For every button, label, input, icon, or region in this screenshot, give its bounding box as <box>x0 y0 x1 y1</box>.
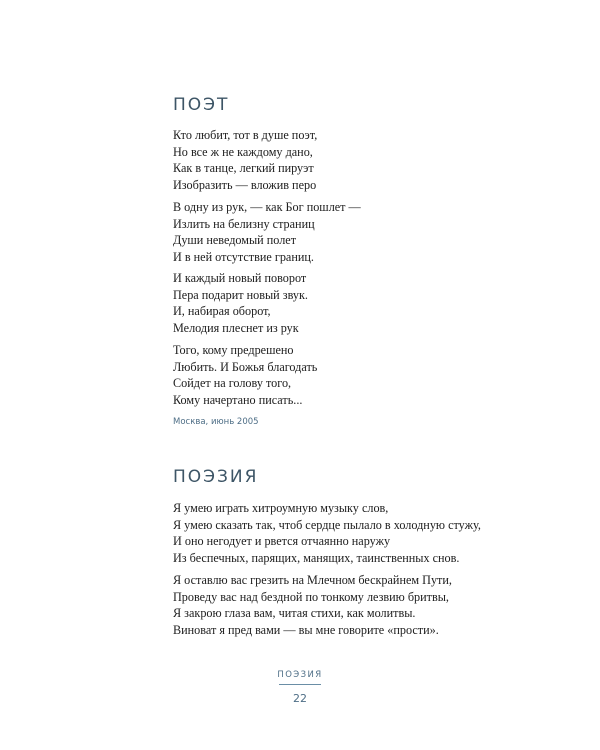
poem-line: Кому начертано писать... <box>173 392 303 407</box>
poem-line: Любить. И Божья благодать <box>173 359 318 374</box>
poem-line: Я умею играть хитроумную музыку слов, <box>173 501 389 515</box>
poem-line: И в ней отсутствие границ. <box>173 249 314 264</box>
running-footer-section: ПОЭЗИЯ <box>277 670 323 680</box>
poem2-stanza-1 <box>173 500 481 566</box>
poem-line: И каждый новый поворот <box>173 271 307 285</box>
poem-title-poetry: ПОЭЗИЯ <box>173 467 259 487</box>
poem-line: Сойдет на голову того, <box>173 376 292 391</box>
poem-line: И, набирая оборот, <box>173 304 271 319</box>
poem-line: Я закрою глаза вам, читая стихи, как молитвы. <box>173 606 416 621</box>
poem-line: Того, кому предрешено <box>173 343 294 357</box>
poem-line: Из беспечных, парящих, манящих, таинственных снов. <box>173 550 460 565</box>
poem-line: Как в танце, легкий пируэт <box>173 161 314 176</box>
poem-line: Пера подарит новый звук. <box>173 287 308 302</box>
poem-title-poet: ПОЭТ <box>173 95 230 115</box>
poem1-stanza-2 <box>173 199 361 265</box>
poem-line: Души неведомый полет <box>173 233 297 248</box>
poem-line: Я оставлю вас грезить на Млечном бескрайнем Пути, <box>173 573 452 587</box>
poem-line: Проведу вас над бездной по тонкому лезвию бритвы, <box>173 589 449 604</box>
poem-line: Но все ж не каждому дано, <box>173 144 313 159</box>
page-number: 22 <box>293 692 307 705</box>
poem-line: В одну из рук, — как Бог пошлет — <box>173 200 361 214</box>
poem1-stanza-3 <box>173 270 308 336</box>
poem-line: Я умею сказать так, чтоб сердце пылало в холодную стужу, <box>173 517 481 532</box>
poem1-stanza-1 <box>173 127 317 193</box>
poem-line: Изобразить — вложив перо <box>173 177 317 192</box>
poem-line: Излить на белизну страниц <box>173 216 315 231</box>
place-date: Москва, июнь 2005 <box>173 417 259 427</box>
poem-line: Кто любит, тот в душе поэт, <box>173 128 318 142</box>
footer-divider <box>279 684 321 685</box>
poem2-stanza-2 <box>173 572 452 638</box>
poem-line: Мелодия плеснет из рук <box>173 320 299 335</box>
poem-line: Виноват я пред вами — вы мне говорите «прости». <box>173 622 439 637</box>
poem1-stanza-4 <box>173 342 317 408</box>
poem-line: И оно негодует и рвется отчаянно наружу <box>173 534 391 549</box>
